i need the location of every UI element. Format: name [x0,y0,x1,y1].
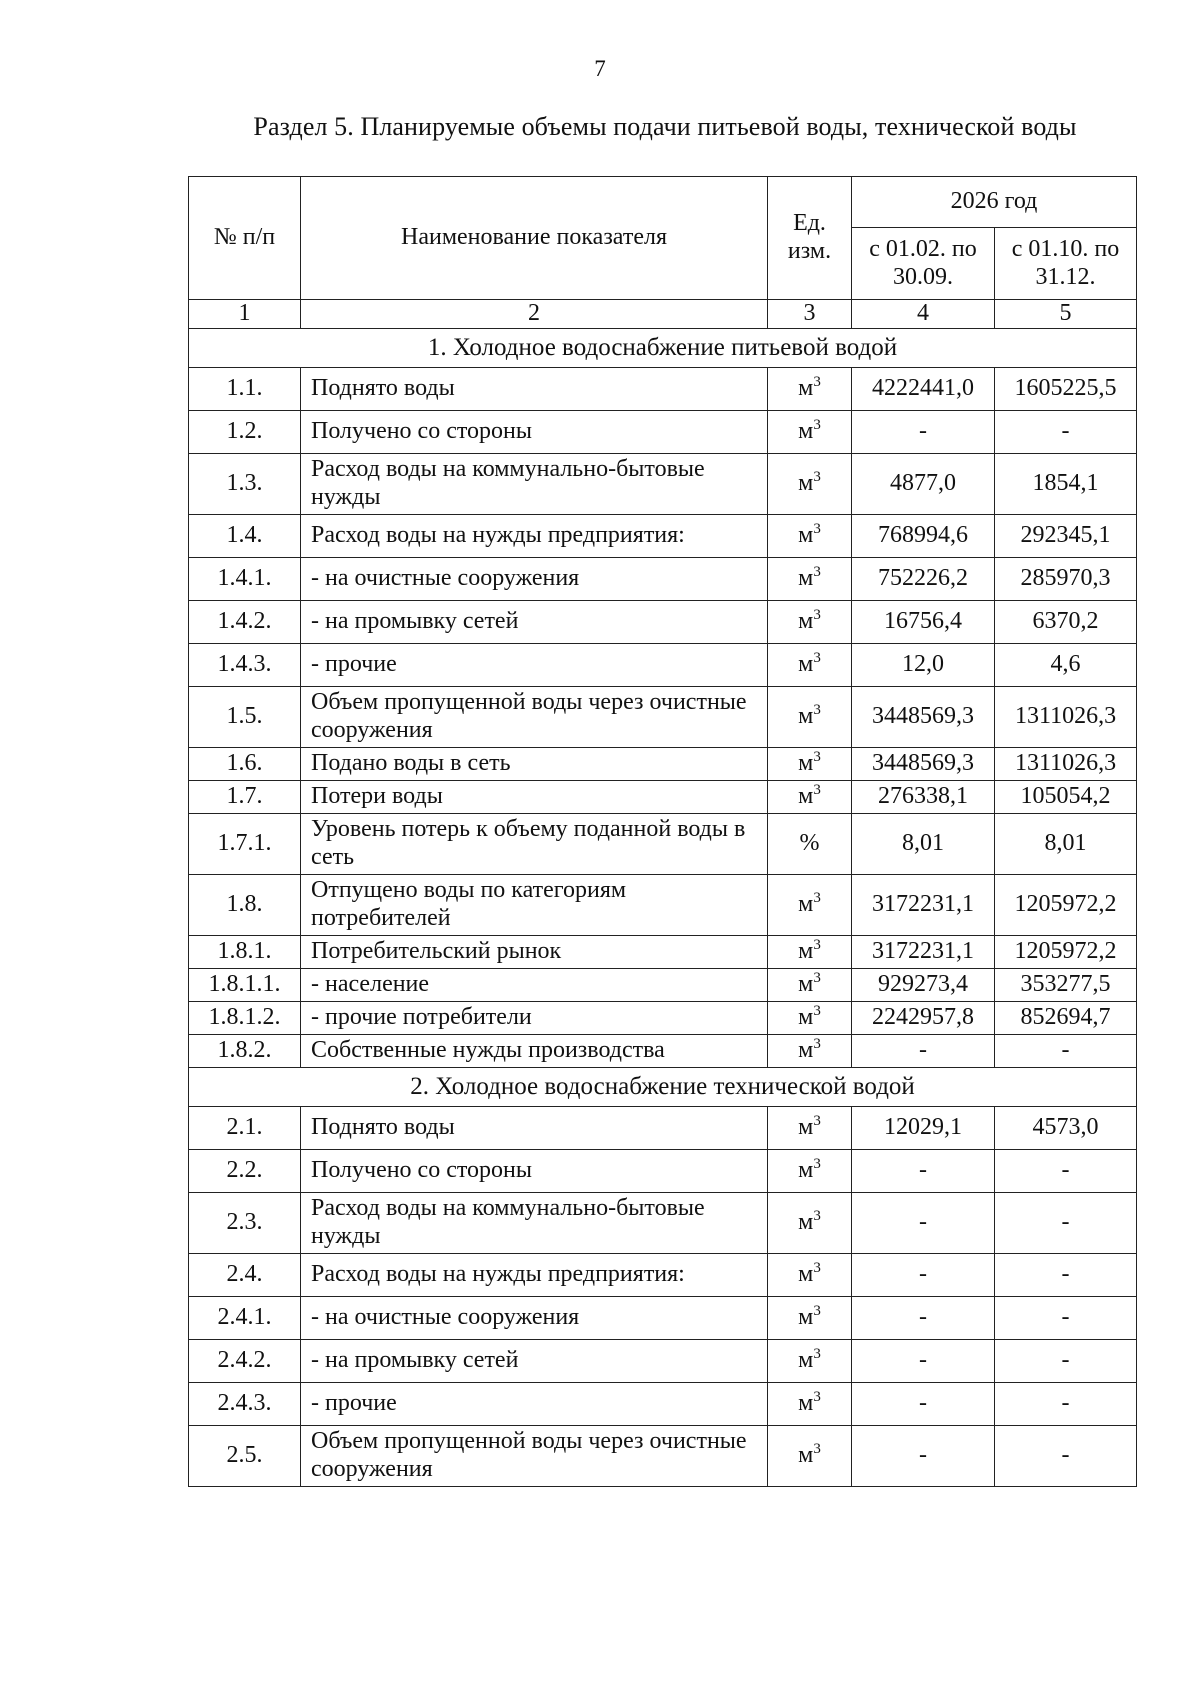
unit-label: м [798,608,814,635]
unit-exponent: 3 [813,564,821,581]
unit-label: м [798,750,814,777]
table-row [189,969,1137,1002]
table-row [189,748,1137,781]
col-number: 4 [852,300,995,329]
value-period-2: 1605225,5 [995,368,1137,411]
unit-exponent: 3 [813,937,821,954]
value-period-2: - [995,1383,1137,1426]
unit-label: м [798,1261,814,1288]
value-period-1: - [852,1193,995,1254]
unit-label: м [798,1442,814,1469]
indicator-name: - на промывку сетей [301,1340,768,1383]
unit-cell [768,411,852,454]
indicator-name: Расход воды на коммунально-бытовые нужды [301,454,768,515]
unit-cell [768,936,852,969]
value-period-2: 105054,2 [995,781,1137,814]
unit-label: м [798,1157,814,1184]
indicator-name: - на промывку сетей [301,601,768,644]
unit-cell [768,454,852,515]
row-number: 2.5. [189,1426,301,1487]
value-period-2: - [995,1150,1137,1193]
table-row [189,687,1137,748]
unit-exponent: 3 [813,1003,821,1020]
table-row [189,1193,1137,1254]
unit-cell [768,1297,852,1340]
col-number: 2 [301,300,768,329]
unit-exponent: 3 [813,1303,821,1320]
section-title: Раздел 5. Планируемые объемы подачи питьевой воды, технической воды [253,112,1077,141]
header-period-2: с 01.10. по 31.12. [995,228,1137,300]
indicator-name: - прочие потребители [301,1002,768,1035]
table-row [189,1150,1137,1193]
row-number: 1.7. [189,781,301,814]
unit-cell [768,1150,852,1193]
indicator-name: - на очистные сооружения [301,1297,768,1340]
unit-exponent: 3 [813,1208,821,1225]
unit-exponent: 3 [813,374,821,391]
table-row [189,1426,1137,1487]
unit-label: % [799,830,820,857]
unit-cell [768,969,852,1002]
value-period-1: 3448569,3 [852,687,995,748]
value-period-2: - [995,1193,1137,1254]
unit-label: м [798,783,814,810]
unit-exponent: 3 [813,782,821,799]
table-row [189,1297,1137,1340]
table-row [189,936,1137,969]
unit-cell [768,814,852,875]
unit-cell [768,875,852,936]
table-row [189,781,1137,814]
value-period-1: 3172231,1 [852,875,995,936]
unit-label: м [798,418,814,445]
unit-cell [768,1002,852,1035]
unit-exponent: 3 [813,890,821,907]
value-period-1: - [852,1150,995,1193]
unit-cell [768,515,852,558]
value-period-2: 1311026,3 [995,748,1137,781]
unit-cell [768,1107,852,1150]
indicator-name: - население [301,969,768,1002]
value-period-2: 1205972,2 [995,936,1137,969]
row-number: 1.8.1. [189,936,301,969]
value-period-1: 929273,4 [852,969,995,1002]
value-period-2: - [995,1254,1137,1297]
table-row [189,1035,1137,1068]
value-period-1: - [852,1254,995,1297]
unit-exponent: 3 [813,1036,821,1053]
value-period-2: 1311026,3 [995,687,1137,748]
indicator-name: Потери воды [301,781,768,814]
unit-label: м [798,522,814,549]
unit-label: м [798,1004,814,1031]
row-number: 1.4.3. [189,644,301,687]
indicator-name: Поднято воды [301,1107,768,1150]
value-period-1: 16756,4 [852,601,995,644]
row-number: 1.8. [189,875,301,936]
value-period-2: 4,6 [995,644,1137,687]
unit-exponent: 3 [813,521,821,538]
row-number: 2.4. [189,1254,301,1297]
row-number: 1.3. [189,454,301,515]
unit-exponent: 3 [813,749,821,766]
unit-label: м [798,1347,814,1374]
value-period-1: - [852,1340,995,1383]
unit-label: м [798,1209,814,1236]
unit-label: м [798,651,814,678]
unit-exponent: 3 [813,417,821,434]
row-number: 2.4.2. [189,1340,301,1383]
value-period-1: 768994,6 [852,515,995,558]
table-row [189,601,1137,644]
indicator-name: Расход воды на нужды предприятия: [301,1254,768,1297]
unit-cell [768,781,852,814]
unit-label: м [798,375,814,402]
value-period-2: - [995,411,1137,454]
unit-cell [768,1254,852,1297]
value-period-2: - [995,1426,1137,1487]
row-number: 1.8.2. [189,1035,301,1068]
unit-cell [768,1035,852,1068]
row-number: 1.2. [189,411,301,454]
row-number: 1.4.2. [189,601,301,644]
value-period-2: 6370,2 [995,601,1137,644]
unit-cell [768,601,852,644]
value-period-2: 1205972,2 [995,875,1137,936]
value-period-1: 752226,2 [852,558,995,601]
unit-label: м [798,703,814,730]
value-period-1: 12029,1 [852,1107,995,1150]
indicator-name: Получено со стороны [301,1150,768,1193]
value-period-1: 4877,0 [852,454,995,515]
row-number: 1.4.1. [189,558,301,601]
table-row [189,814,1137,875]
table-row [189,1107,1137,1150]
table-row [189,875,1137,936]
header-no: № п/п [189,177,301,300]
planned-volumes-table [188,176,1137,1487]
row-number: 1.7.1. [189,814,301,875]
unit-cell [768,644,852,687]
unit-exponent: 3 [813,970,821,987]
unit-label: м [798,938,814,965]
indicator-name: - прочие [301,644,768,687]
value-period-2: 1854,1 [995,454,1137,515]
unit-cell [768,1193,852,1254]
value-period-2: - [995,1035,1137,1068]
indicator-name: - на очистные сооружения [301,558,768,601]
unit-exponent: 3 [813,1389,821,1406]
unit-exponent: 3 [813,650,821,667]
value-period-2: 353277,5 [995,969,1137,1002]
value-period-2: - [995,1340,1137,1383]
unit-exponent: 3 [813,1346,821,1363]
unit-cell [768,1340,852,1383]
row-number: 2.3. [189,1193,301,1254]
unit-cell [768,1383,852,1426]
row-number: 1.4. [189,515,301,558]
indicator-name: Объем пропущенной воды через очистные сооружения [301,687,768,748]
unit-cell [768,748,852,781]
table-row [189,558,1137,601]
row-number: 1.8.1.2. [189,1002,301,1035]
row-number: 1.6. [189,748,301,781]
unit-exponent: 3 [813,1441,821,1458]
row-number: 2.4.3. [189,1383,301,1426]
unit-exponent: 3 [813,702,821,719]
table-row [189,515,1137,558]
table-row [189,1340,1137,1383]
value-period-2: 285970,3 [995,558,1137,601]
row-number: 1.8.1.1. [189,969,301,1002]
col-number: 5 [995,300,1137,329]
header-name: Наименование показателя [301,177,768,300]
unit-label: м [798,1304,814,1331]
value-period-1: 12,0 [852,644,995,687]
table-row [189,411,1137,454]
value-period-1: 3172231,1 [852,936,995,969]
section-heading: 1. Холодное водоснабжение питьевой водой [189,329,1137,368]
table-body [189,329,1137,1487]
value-period-1: - [852,411,995,454]
value-period-1: 8,01 [852,814,995,875]
value-period-1: 4222441,0 [852,368,995,411]
value-period-1: - [852,1035,995,1068]
value-period-1: 276338,1 [852,781,995,814]
indicator-name: Расход воды на нужды предприятия: [301,515,768,558]
value-period-2: 292345,1 [995,515,1137,558]
table-row [189,368,1137,411]
indicator-name: Поднято воды [301,368,768,411]
unit-label: м [798,1114,814,1141]
indicator-name: Собственные нужды производства [301,1035,768,1068]
value-period-2: 8,01 [995,814,1137,875]
indicator-name: Отпущено воды по категориям потребителей [301,875,768,936]
table-row [189,1002,1137,1035]
value-period-2: 852694,7 [995,1002,1137,1035]
page-number: 7 [594,56,606,81]
row-number: 1.1. [189,368,301,411]
value-period-1: 3448569,3 [852,748,995,781]
table-row [189,454,1137,515]
unit-exponent: 3 [813,607,821,624]
unit-exponent: 3 [813,1156,821,1173]
table-row [189,644,1137,687]
value-period-1: - [852,1297,995,1340]
unit-label: м [798,565,814,592]
value-period-1: - [852,1426,995,1487]
unit-exponent: 3 [813,469,821,486]
value-period-2: 4573,0 [995,1107,1137,1150]
indicator-name: Объем пропущенной воды через очистные сооружения [301,1426,768,1487]
header-year: 2026 год [852,177,1137,228]
indicator-name: Подано воды в сеть [301,748,768,781]
indicator-name: Получено со стороны [301,411,768,454]
header-period-1: с 01.02. по 30.09. [852,228,995,300]
unit-label: м [798,470,814,497]
row-number: 2.2. [189,1150,301,1193]
table-row [189,1254,1137,1297]
unit-label: м [798,1037,814,1064]
value-period-1: - [852,1383,995,1426]
value-period-1: 2242957,8 [852,1002,995,1035]
unit-cell [768,687,852,748]
unit-exponent: 3 [813,1113,821,1130]
indicator-name: Уровень потерь к объему поданной воды в сеть [301,814,768,875]
unit-label: м [798,971,814,998]
unit-label: м [798,891,814,918]
section-heading: 2. Холодное водоснабжение технической водой [189,1068,1137,1107]
header-unit: Ед. изм. [768,177,852,300]
unit-exponent: 3 [813,1260,821,1277]
unit-label: м [798,1390,814,1417]
col-number: 1 [189,300,301,329]
col-number: 3 [768,300,852,329]
indicator-name: - прочие [301,1383,768,1426]
row-number: 1.5. [189,687,301,748]
indicator-name: Расход воды на коммунально-бытовые нужды [301,1193,768,1254]
unit-cell [768,1426,852,1487]
indicator-name: Потребительский рынок [301,936,768,969]
unit-cell [768,558,852,601]
row-number: 2.4.1. [189,1297,301,1340]
value-period-2: - [995,1297,1137,1340]
row-number: 2.1. [189,1107,301,1150]
table-row [189,1383,1137,1426]
unit-cell [768,368,852,411]
